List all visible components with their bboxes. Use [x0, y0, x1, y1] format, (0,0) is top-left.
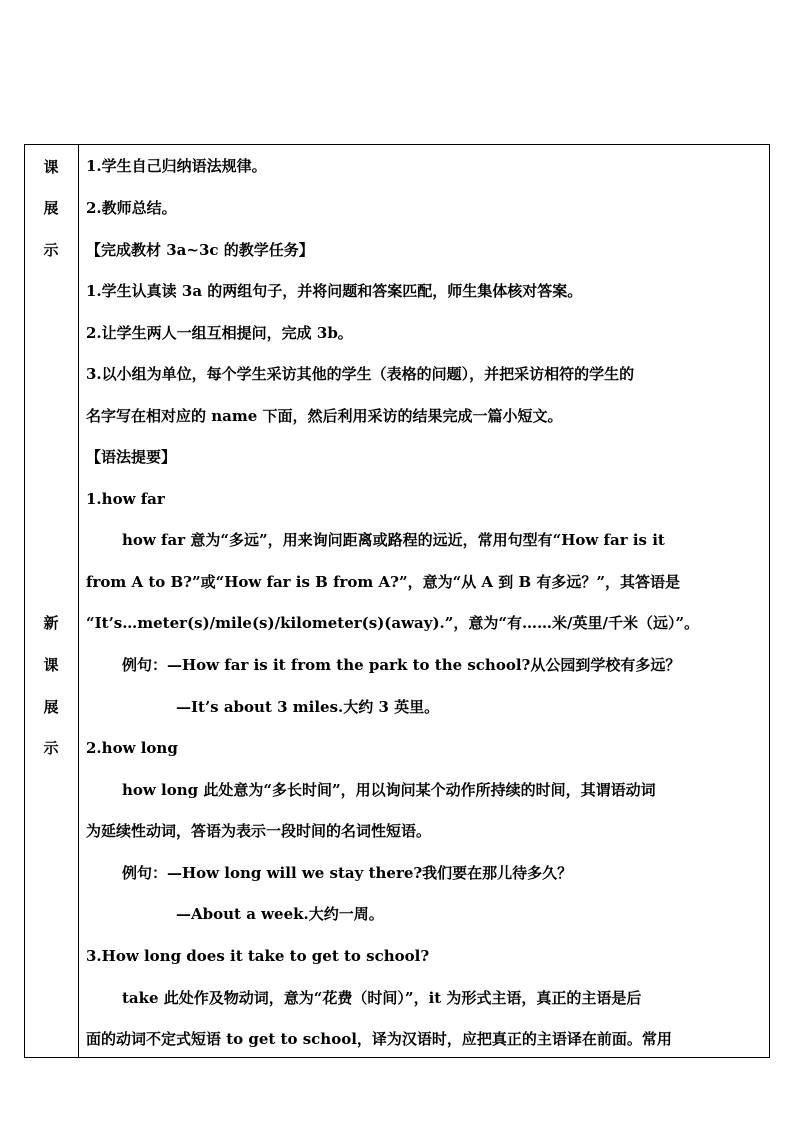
- column-divider: [78, 144, 79, 1058]
- example-line-3: 例句：—How long will we stay there?我们要在那儿待多久？: [122, 864, 573, 882]
- example-line-1: 例句：—How far is it from the park to the school?从公园到学校有多远？: [122, 656, 681, 674]
- label-mid-char-3: 展: [43, 698, 59, 716]
- label-top-char-3: 示: [43, 241, 59, 259]
- text-line-12: “It’s…meter(s)/mile(s)/kilometer(s)(away).”，意为“有……米/英里/千米（远）”。: [86, 614, 700, 632]
- label-mid-char-4: 示: [43, 739, 59, 757]
- text-line-2: 2.教师总结。: [86, 199, 177, 217]
- label-mid-char-1: 新: [43, 614, 59, 632]
- text-line-17: 为延续性动词，答语为表示一段时间的名词性短语。: [86, 822, 432, 840]
- text-line-15: 2.how long: [86, 739, 178, 757]
- text-line-21: take 此处作及物动词，意为“花费（时间）”，it 为形式主语，真正的主语是后: [122, 989, 642, 1007]
- text-line-9: 1.how far: [86, 490, 165, 508]
- text-line-4: 1.学生认真读 3a 的两组句子，并将问题和答案匹配，师生集体核对答案。: [86, 282, 583, 300]
- text-line-10: how far 意为“多远”，用来询问距离或路程的远近，常用句型有“How far is it: [122, 531, 665, 549]
- example-line-4: —About a week.大约一周。: [176, 905, 384, 923]
- text-line-16: how long 此处意为“多长时间”，用以询问某个动作所持续的时间，其谓语动词: [122, 781, 656, 799]
- text-line-11: from A to B?”或“How far is B from A?”，意为“从 A 到 B 有多远？”，其答语是: [86, 573, 681, 591]
- example-line-2: —It’s about 3 miles.大约 3 英里。: [176, 698, 440, 716]
- label-top-char-2: 展: [43, 199, 59, 217]
- label-mid-char-2: 课: [43, 656, 59, 674]
- text-line-5: 2.让学生两人一组互相提问，完成 3b。: [86, 324, 353, 342]
- text-line-6: 3.以小组为单位，每个学生采访其他的学生（表格的问题），并把采访相符的学生的: [86, 365, 635, 383]
- text-line-22: 面的动词不定式短语 to get to school，译为汉语时，应把真正的主语译在前面。常用: [86, 1030, 672, 1048]
- label-top-char-1: 课: [43, 158, 59, 176]
- text-line-3: 【完成教材 3a~3c 的教学任务】: [86, 241, 314, 259]
- section-heading-grammar: 【语法提要】: [86, 448, 177, 466]
- text-line-1: 1.学生自己归纳语法规律。: [86, 157, 267, 175]
- text-line-20: 3.How long does it take to get to school?: [86, 947, 430, 965]
- text-line-7: 名字写在相对应的 name 下面，然后利用采访的结果完成一篇小短文。: [86, 407, 563, 425]
